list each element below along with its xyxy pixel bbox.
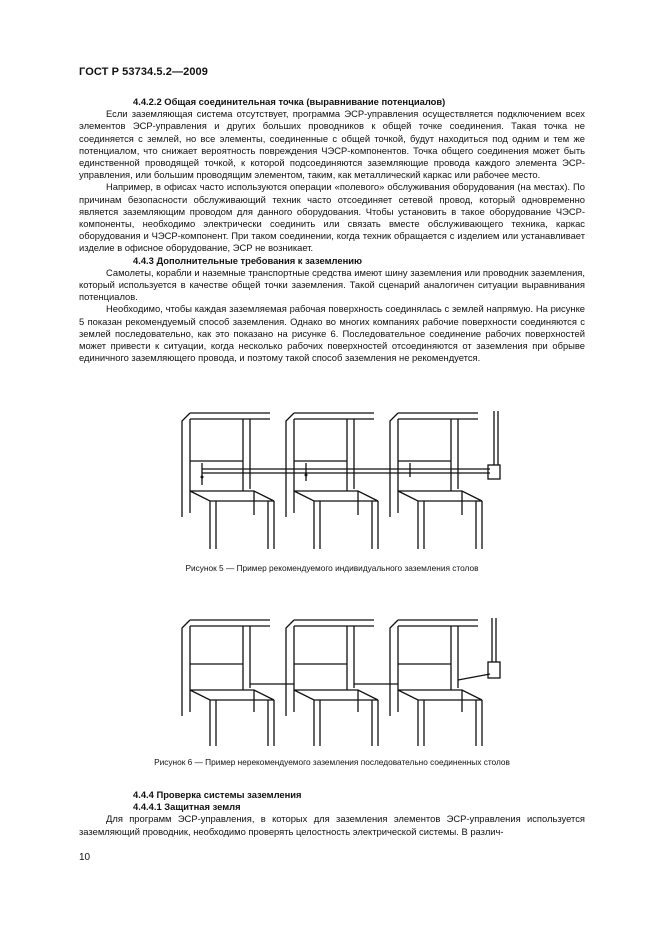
workbench-drawing	[390, 413, 482, 549]
paragraph: Например, в офисах часто используются операции «полевого» обслуживания оборудования (на местах). По причинам безопасности обслуживающий техник часто отсоединяет сетевой провод, который одновременно является заземляющим проводом для данного оборудования. Чтобы установить в такое оборудование ЧЭСР-компоненты, необходимо электрически соединить или связать вместе обслуживающего техника, каркас оборудования и ЧЭСР-компонент. При таком соединении, когда техник обращается с изделием или устанавливает изделие в офисное оборудование, ЭСР не возникает.	[79, 181, 585, 254]
figure-5-individual-grounding	[150, 405, 520, 553]
ground-bus	[202, 411, 500, 485]
paragraph: Необходимо, чтобы каждая заземляемая рабочая поверхность соединялась с землей напрямую. На рисунке 5 показан рекомендуемый способ заземления. Однако во многих компаниях рабочие поверхности соединяются с землей последовательно, как это показано на рисунке 6. Последовательное соединение рабочих поверхностей может привести к ситуации, когда несколько рабочих поверхностей отсоединяются от заземления при обрыве единичного заземляющего провода, и поэтому такой способ заземления не рекомендуется.	[79, 303, 585, 364]
document-header: ГОСТ Р 53734.5.2—2009	[79, 66, 208, 78]
workbench-drawing	[390, 620, 482, 746]
workbench-drawing	[182, 620, 274, 746]
heading-4-4-2-2: 4.4.2.2 Общая соединительная точка (выравнивание потенциалов)	[133, 96, 446, 107]
figure-6-caption: Рисунок 6 — Пример нерекомендуемого заземления последовательно соединенных столов	[154, 757, 510, 767]
workbench-drawing	[286, 620, 378, 746]
heading-4-4-3: 4.4.3 Дополнительные требования к заземлению	[133, 254, 363, 266]
paragraph: Для программ ЭСР-управления, в которых для заземления элементов ЭСР-управления используется заземляющий проводник, необходимо проверять целостность электрической системы. В различ-	[79, 813, 585, 837]
section-common-point	[79, 96, 585, 364]
page-number: 10	[79, 852, 91, 863]
section-verification	[79, 789, 585, 838]
series-ground-wire	[250, 618, 500, 684]
workbench-drawing	[286, 413, 378, 549]
figure-6-series-grounding	[150, 612, 520, 750]
heading-4-4-4: 4.4.4 Проверка системы заземления	[133, 789, 302, 800]
heading-4-4-4-1: 4.4.4.1 Защитная земля	[133, 801, 241, 813]
paragraph: Если заземляющая система отсутствует, программа ЭСР-управления осуществляется подключением всех элементов ЭСР-управления и других больших проводников к общей точке соединения. Такая точка не соединяется с землей, но все элементы, соединенные с общей точкой, будут находиться под одним и тем же потенциалом, что снижает вероятность повреждения ЧЭСР-компонентов. Точка общего соединения может быть единственной проводящей точкой, к которой подсоединяются заземляющие провода каждого элемента ЭСР-управления, или большим проводящим элементом, таким, как металлический каркас или рабочее место.	[79, 108, 585, 181]
figure-5-caption: Рисунок 5 — Пример рекомендуемого индивидуального заземления столов	[185, 563, 479, 573]
workbench-drawing	[182, 413, 274, 549]
paragraph: Самолеты, корабли и наземные транспортные средства имеют шину заземления или проводник заземления, который используется в качестве общей точки заземления. Такой сценарий аналогичен ситуации выравнивания потенциалов.	[79, 266, 585, 303]
